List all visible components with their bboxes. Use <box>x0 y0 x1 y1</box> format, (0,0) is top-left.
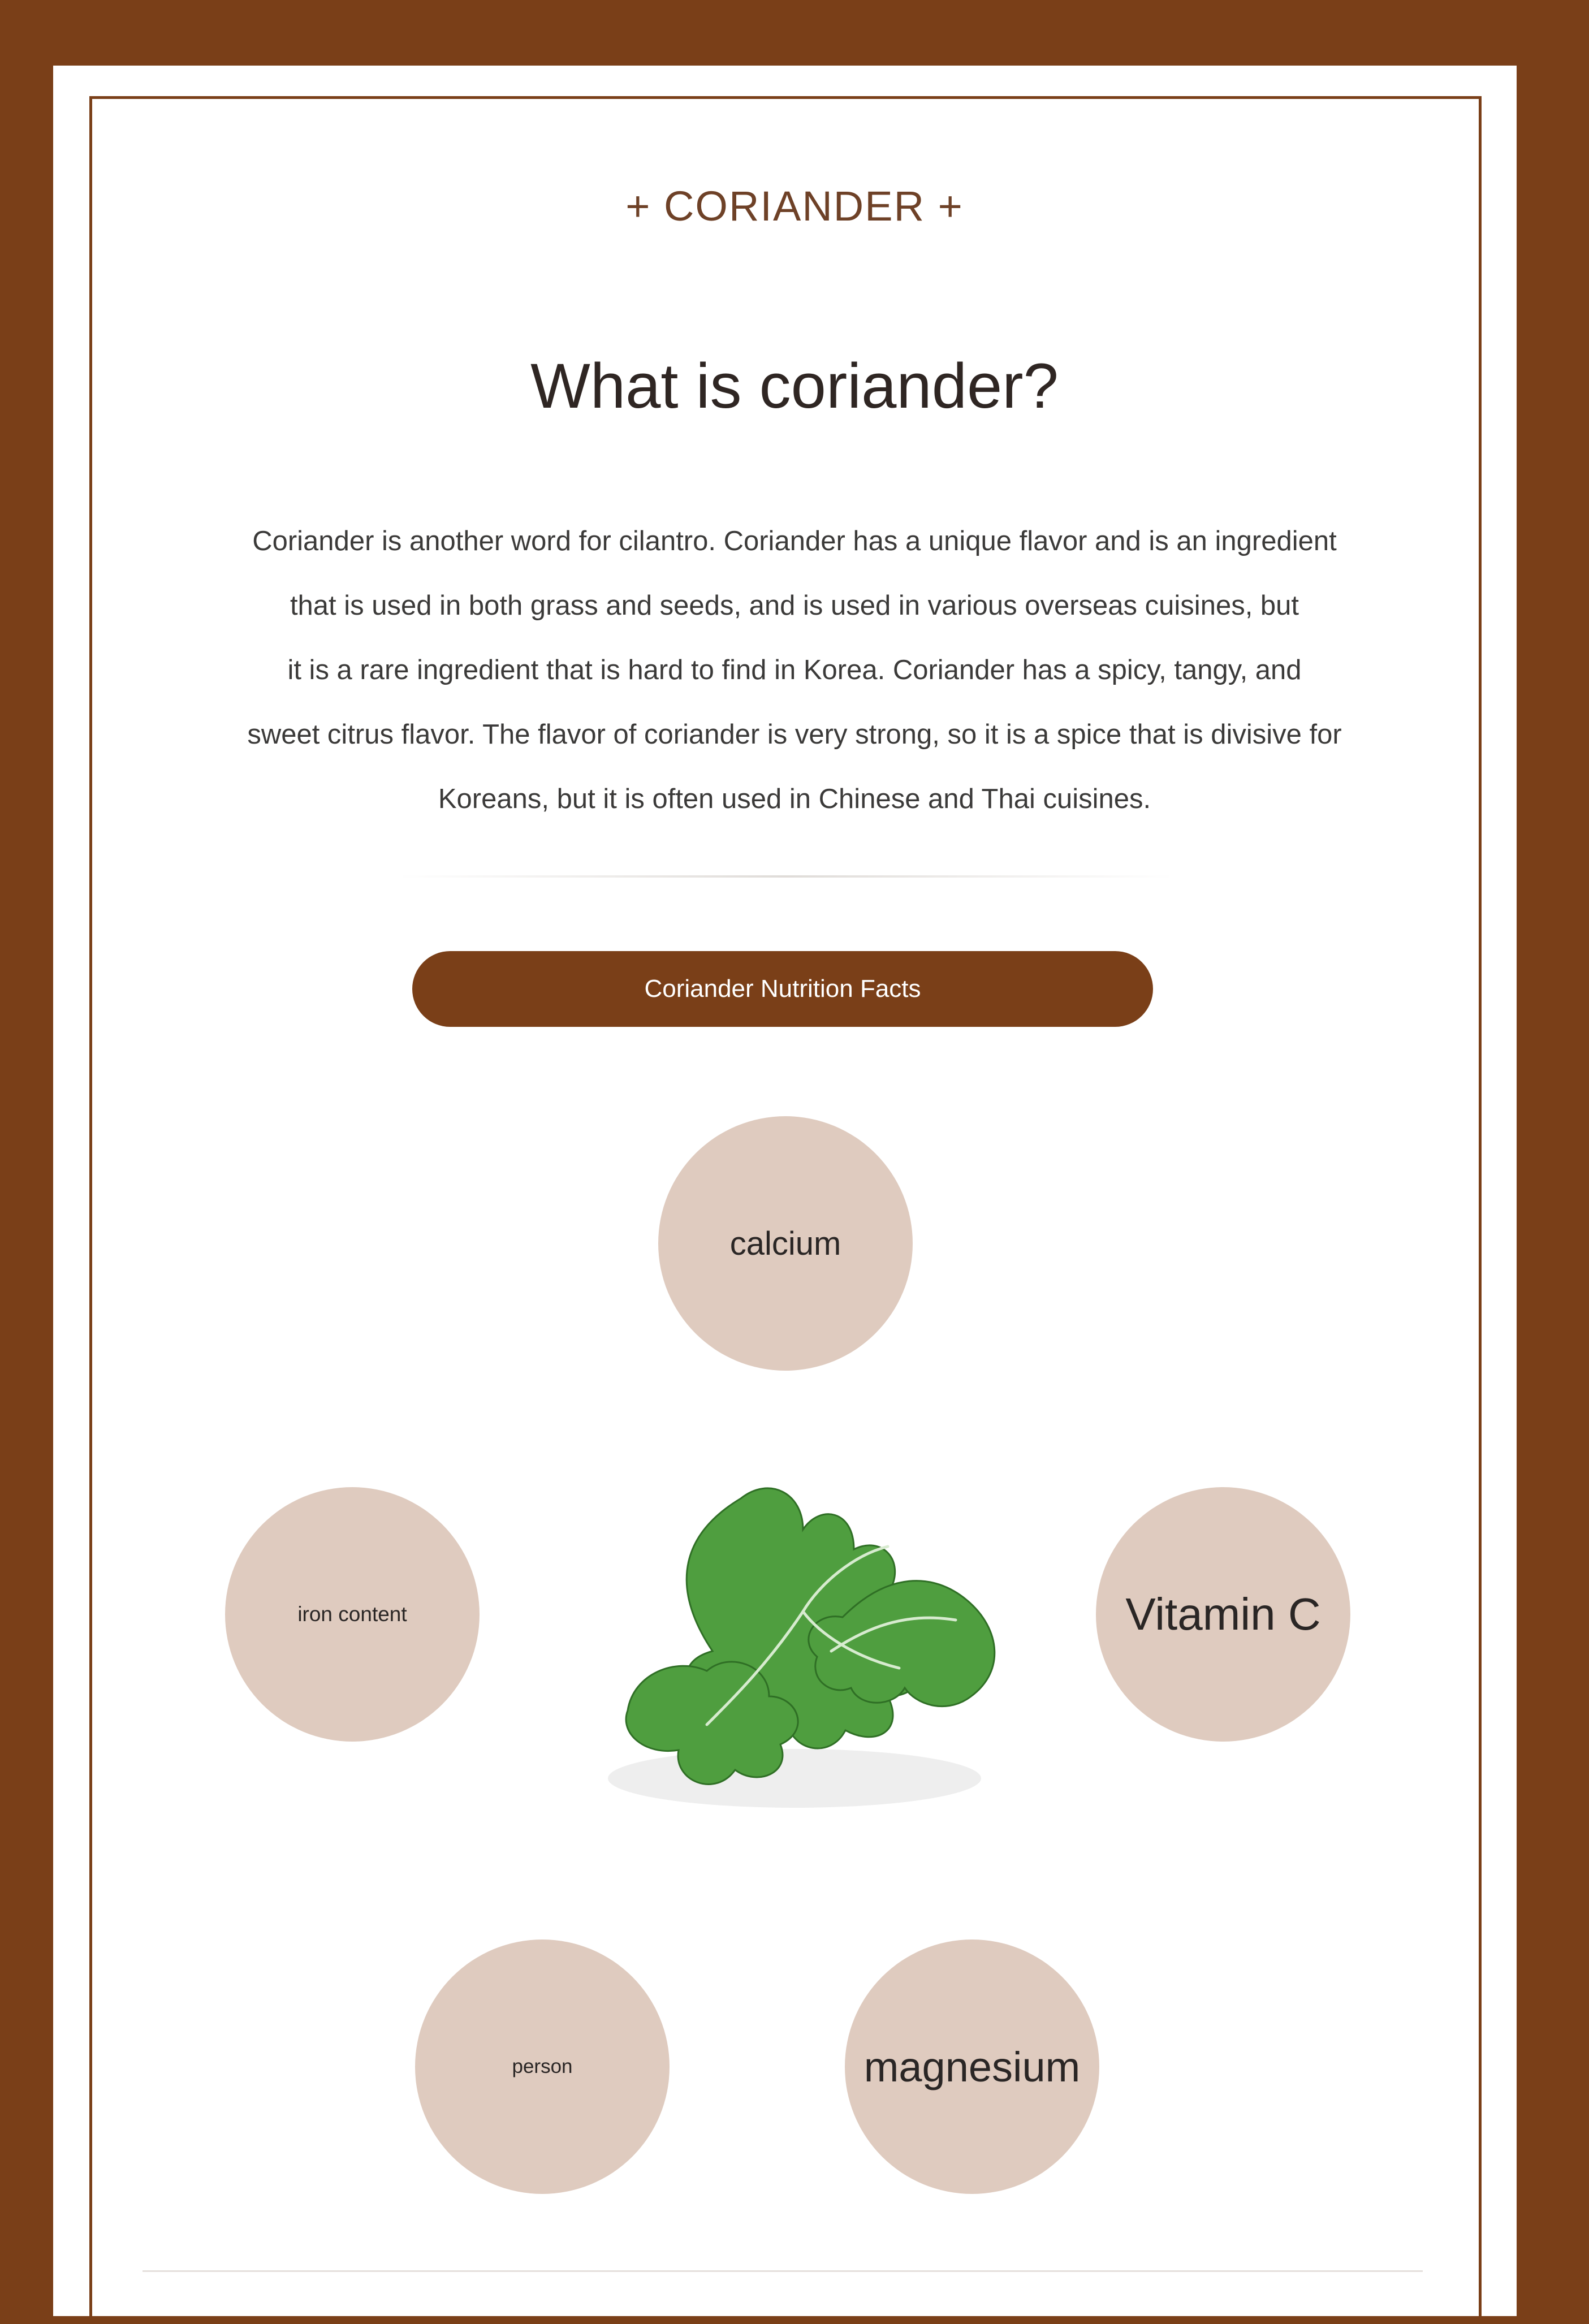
nutrient-iron-content: iron content <box>225 1487 480 1742</box>
coriander-leaf-icon <box>537 1414 1046 1843</box>
intro-paragraph <box>164 509 1425 831</box>
intro-line: Coriander is another word for cilantro. Coriander has a unique flavor and is an ingredient <box>252 526 1337 556</box>
faint-separator <box>399 875 1173 878</box>
nutrient-person: person <box>415 1939 670 2194</box>
bottom-divider <box>143 2270 1423 2272</box>
intro-line: that is used in both grass and seeds, and is used in various overseas cuisines, but <box>290 590 1299 621</box>
brand-title: + CORIANDER + <box>625 183 964 230</box>
intro-line: sweet citrus flavor. The flavor of coriander is very strong, so it is a spice that is divisive for <box>247 719 1342 750</box>
nutrition-facts-button[interactable]: Coriander Nutrition Facts <box>412 951 1153 1027</box>
nutrient-magnesium: magnesium <box>845 1939 1099 2194</box>
intro-line: it is a rare ingredient that is hard to find in Korea. Coriander has a spicy, tangy, and <box>287 655 1302 685</box>
nutrient-calcium: calcium <box>658 1116 913 1371</box>
nutrient-vitamin-c: Vitamin C <box>1096 1487 1350 1742</box>
page-title: What is coriander? <box>530 351 1059 421</box>
intro-line: Koreans, but it is often used in Chinese and Thai cuisines. <box>438 784 1151 814</box>
